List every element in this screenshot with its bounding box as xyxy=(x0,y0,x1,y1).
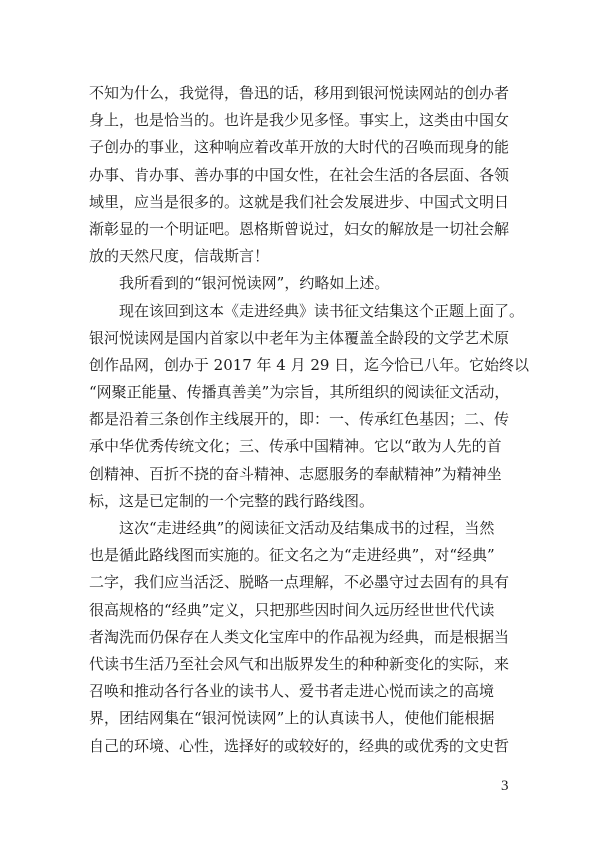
text-line: 身上，也是恰当的。也许是我少见多怪。事实上，这类由中国女 xyxy=(89,111,510,130)
text-line: 创作品网，创办于 2017 年 4 月 29 日，迄今恰已八年。它始终以 xyxy=(89,355,529,374)
text-line: 承中华优秀传统文化；三、传承中国精神。它以“敢为人先的首 xyxy=(89,437,502,456)
text-line: 创精神、百折不挠的奋斗精神、志愿服务的奉献精神”为精神坐 xyxy=(89,464,502,483)
text-line: 我所看到的“银河悦读网”，约略如上述。 xyxy=(119,274,390,293)
text-line: 自己的环境、心性，选择好的或较好的，经典的或优秀的文史哲 xyxy=(89,736,510,755)
body-text xyxy=(89,80,529,760)
text-line: 放的天然尺度，信哉斯言！ xyxy=(89,247,270,266)
text-line: 都是沿着三条创作主线展开的，即：一、传承红色基因；二、传 xyxy=(89,410,510,429)
text-line: 标，这是已定制的一个完整的践行路线图。 xyxy=(89,491,375,510)
text-line: 办事、肯办事、善办事的中国女性，在社会生活的各层面、各领 xyxy=(89,165,510,184)
text-line: 银河悦读网是国内首家以中老年为主体覆盖全龄段的文学艺术原 xyxy=(89,328,510,347)
text-line: 不知为什么，我觉得，鲁迅的话，移用到银河悦读网站的创办者 xyxy=(89,84,510,102)
text-line: 域里，应当是很多的。这就是我们社会发展进步、中国式文明日 xyxy=(89,192,510,211)
text-line: “网聚正能量、传播真善美”为宗旨，其所组织的阅读征文活动， xyxy=(89,383,510,402)
text-line: 渐彰显的一个明证吧。恩格斯曾说过，妇女的解放是一切社会解 xyxy=(89,219,510,238)
text-line: 召唤和推动各行各业的读书人、爱书者走进心悦而读之的高境 xyxy=(89,682,495,701)
text-line: 现在该回到这本《走进经典》读书征文结集这个正题上面了。 xyxy=(119,301,525,320)
text-line: 者淘洗而仍保存在人类文化宝库中的作品视为经典，而是根据当 xyxy=(89,627,510,646)
text-line: 二字，我们应当活泛、脱略一点理解，不必墨守过去固有的具有 xyxy=(89,573,510,592)
text-line: 很高规格的“经典”定义，只把那些因时间久远历经世世代代读 xyxy=(89,600,495,619)
text-line: 代读书生活乃至社会风气和出版界发生的种种新变化的实际，来 xyxy=(89,654,510,673)
text-line: 子创办的事业，这种响应着改革开放的大时代的召唤而现身的能 xyxy=(89,138,510,157)
page-number: 3 xyxy=(501,778,509,794)
text-line: 界，团结网集在“银河悦读网”上的认真读书人，使他们能根据 xyxy=(89,709,495,728)
text-line: 这次“走进经典”的阅读征文活动及结集成书的过程，当然 xyxy=(119,519,495,537)
text-line: 也是循此路线图而实施的。征文名之为“走进经典”，对“经典” xyxy=(89,546,495,565)
